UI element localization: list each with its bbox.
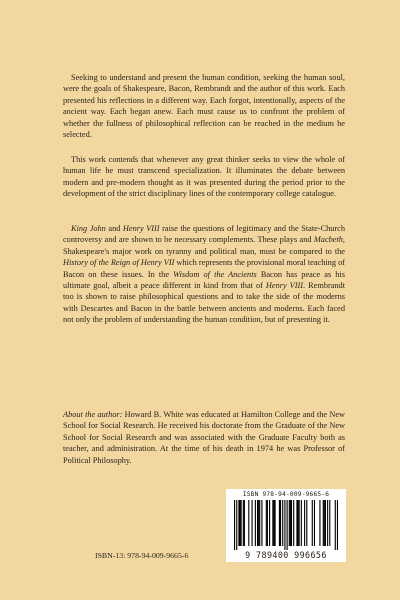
- barcode-bar: [324, 500, 325, 546]
- about-author: [63, 409, 345, 466]
- about-author-text: [63, 409, 345, 466]
- barcode-bar: [255, 500, 256, 546]
- title-history-henry-vii: History of the Reign of Henry VII: [63, 258, 175, 268]
- barcode-bar: [289, 500, 290, 546]
- barcode-isbn-text: ISBN 978-94-009-9665-6: [242, 491, 330, 498]
- about-author-body: Howard B. White was educated at Hamilton College and the New School for Social Research. He received his doctorate from the Graduate of the New School for Social Research and was associated with the Graduate Faculty both as teacher, and administration. At the time of his death in 1974 he was Professor of Political Philosophy.: [63, 410, 345, 465]
- paragraph-text: [63, 223, 345, 326]
- barcode-bar: [257, 500, 258, 546]
- barcode-bar: [312, 500, 313, 546]
- barcode-bar: [337, 500, 338, 550]
- text-run: , Shakespeare's major work on tyranny and political man, must be compared to the: [63, 235, 345, 256]
- title-king-john: King John: [71, 224, 106, 233]
- barcode-bar: [287, 500, 288, 550]
- barcode-bar: [314, 500, 315, 546]
- paragraph-text: This work contends that whenever any great thinker seeks to view the whole of human life he must transcend specialization. It illuminates the debate between modern and pre-modern thought as it was presented during the period prior to the development of the strict disciplinary lines of the contemporary college catalogue.: [63, 155, 345, 199]
- barcode-bar: [243, 500, 244, 546]
- barcode-bar: [275, 500, 276, 546]
- barcode-bar: [238, 500, 239, 546]
- barcode-bar: [248, 500, 249, 546]
- title-henry-viii: Henry VIII: [122, 224, 160, 233]
- barcode-bars: [234, 500, 338, 550]
- barcode-bar: [319, 500, 320, 546]
- barcode-bar: [244, 500, 245, 546]
- barcode-bar: [335, 500, 336, 550]
- barcode-bar: [266, 500, 267, 546]
- barcode-bar: [234, 500, 235, 550]
- barcode-digits: 9 789400 996656: [245, 550, 327, 560]
- barcode-bar: [290, 500, 291, 546]
- barcode-bar: [258, 500, 259, 546]
- barcode-bar: [236, 500, 237, 550]
- text-run: which represents the provisional moral teaching of Bacon on these issues. In the: [63, 258, 346, 279]
- barcode-bar: [267, 500, 268, 546]
- barcode-bar: [327, 500, 328, 546]
- paragraph-text: Seeking to understand and present the human condition, seeking the human soul, were the goals of Shakespeare, Bacon, Rembrandt and the author of this work. Each presented his reflections in a different way. Each forgot, intentionally, aspects of the ancient way. Each began anew. Each must cause us to confront the problem of whether the fullness of philosophical reflection can be reached in the medium he selected.: [63, 73, 345, 140]
- barcode-bar: [241, 500, 242, 546]
- description-paragraph-3: [63, 223, 345, 326]
- barcode-bar: [279, 500, 280, 546]
- barcode-bar: [282, 500, 283, 546]
- barcode-bar: [284, 500, 285, 550]
- barcode-bar: [329, 500, 330, 546]
- barcode-bar: [325, 500, 326, 546]
- barcode-bar: [304, 500, 305, 546]
- barcode-bar: [280, 500, 281, 546]
- text-run: Bacon has peace as his ultimate goal, albeit a peace different in kind from that of: [63, 269, 345, 291]
- description-paragraph-2: [63, 154, 345, 200]
- barcode-bar: [261, 500, 262, 546]
- title-macbeth: Macbeth: [313, 235, 343, 245]
- barcode: [226, 489, 346, 562]
- barcode-bar: [306, 500, 307, 546]
- barcode-bar: [293, 500, 294, 546]
- barcode-bar: [299, 500, 300, 546]
- isbn-13-label: ISBN-13: 978-94-009-9665-6: [95, 551, 189, 560]
- text-run: and: [105, 224, 123, 233]
- barcode-bar: [252, 500, 253, 546]
- text-run: . Rembrandt too is shown to raise philosophical questions and to take the side of the moderns with Descartes and Bacon in the battle between ancients and moderns. Each faced not only the problem of understanding the human condition, but of presenting it.: [63, 281, 346, 325]
- barcode-bar: [239, 500, 240, 546]
- description-paragraph-1: [63, 72, 345, 140]
- barcode-bar: [269, 500, 270, 546]
- barcode-bar: [296, 500, 297, 546]
- title-henry-viii: Henry VIII: [265, 281, 304, 291]
- text-run: raise the questions of legitimacy and the State-Church controversy and are shown to be necessary complements. These plays and: [63, 224, 345, 245]
- barcode-bar: [323, 500, 324, 546]
- about-author-label: About the author:: [63, 410, 123, 419]
- barcode-bar: [291, 500, 292, 546]
- barcode-bar: [273, 500, 274, 546]
- barcode-bar: [272, 500, 273, 546]
- barcode-bar: [301, 500, 302, 546]
- title-wisdom-of-the-ancients: Wisdom of the Ancients: [173, 269, 257, 279]
- barcode-bar: [259, 500, 260, 546]
- barcode-bar: [297, 500, 298, 546]
